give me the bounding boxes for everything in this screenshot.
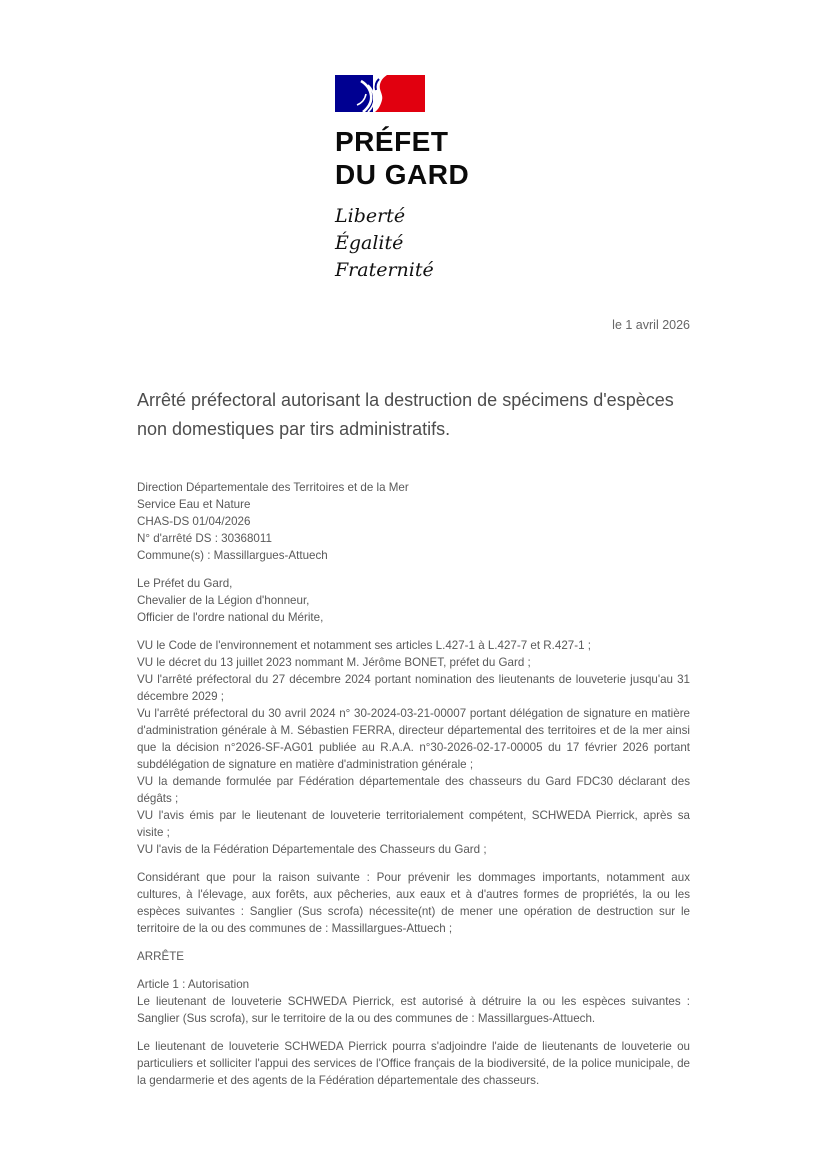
closing-paragraph: Le lieutenant de louveterie SCHWEDA Pierrick pourra s'adjoindre l'aide de lieutenants de louveterie ou particuliers et solliciter l'appui des services de l'Office français de la biodiversité, de la police municipale, de la gendarmerie et des agents de la Fédération départementale des chasseurs. <box>137 1040 690 1087</box>
authority-line-prefet: Le Préfet du Gard, <box>137 577 233 590</box>
reference-block <box>137 479 690 564</box>
arrete-heading-block <box>137 948 690 965</box>
prefet-line-1: PRÉFET <box>335 126 449 157</box>
authority-line-merite: Officier de l'ordre national du Mérite, <box>137 611 324 624</box>
prefet-wordmark <box>335 125 469 191</box>
reference-line-dossier: CHAS-DS 01/04/2026 <box>137 515 251 528</box>
motto-liberte: Liberté <box>335 205 406 227</box>
reference-line-numero-arrete: N° d'arrêté DS : 30368011 <box>137 532 272 545</box>
considerant-block <box>137 869 690 937</box>
visa-delegation-signature: Vu l'arrêté préfectoral du 30 avril 2024 n° 30-2024-03-21-00007 portant délégation de signature en matière d'administration générale à M. Sébastien FERRA, directeur départemental des territoires et de la mer ainsi que la décision n°2026-SF-AG01 publiée au R.A.A. n°30-2026-02-17-00005 du 17 février 2026 portant subdélégation de signature en matière d'administration générale ; <box>137 707 690 771</box>
visa-decret-nomination: VU le décret du 13 juillet 2023 nommant M. Jérôme BONET, préfet du Gard ; <box>137 656 531 669</box>
document-body <box>137 479 690 1100</box>
visa-avis-federation: VU l'avis de la Fédération Départementale des Chasseurs du Gard ; <box>137 843 487 856</box>
motto-egalite: Égalité <box>335 232 404 254</box>
visas-block <box>137 637 690 858</box>
republique-motto <box>335 203 469 284</box>
reference-line-direction: Direction Départementale des Territoires et de la Mer <box>137 481 409 494</box>
authority-block <box>137 575 690 626</box>
visa-avis-lieutenant: VU l'avis émis par le lieutenant de louveterie territorialement compétent, SCHWEDA Pierrick, après sa visite ; <box>137 809 690 839</box>
reference-line-communes: Commune(s) : Massillargues-Attuech <box>137 549 328 562</box>
visa-demande-fdc30: VU la demande formulée par Fédération départementale des chasseurs du Gard FDC30 déclarant des dégâts ; <box>137 775 690 805</box>
reference-line-service: Service Eau et Nature <box>137 498 251 511</box>
considerant-paragraph: Considérant que pour la raison suivante : Pour prévenir les dommages importants, notamment aux cultures, à l'élevage, aux forêts, aux pêcheries, aux eaux et à d'autres formes de propriétés, la ou les espèces suivantes : Sanglier (Sus scrofa) nécessite(nt) de mener une opération de destruction sur le territoire de la ou des communes de : Massillargues-Attuech ; <box>137 871 690 935</box>
authority-line-legion: Chevalier de la Légion d'honneur, <box>137 594 310 607</box>
closing-paragraph-block <box>137 1038 690 1089</box>
arrete-heading: ARRÊTE <box>137 950 185 963</box>
prefet-line-2: DU GARD <box>335 159 470 190</box>
visa-code-environnement: VU le Code de l'environnement et notamment ses articles L.427-1 à L.427-7 et R.427-1 ; <box>137 639 591 652</box>
french-flag-marianne-icon <box>335 75 425 112</box>
article-1-block <box>137 976 690 1027</box>
article-1-body: Le lieutenant de louveterie SCHWEDA Pierrick, est autorisé à détruire la ou les espèces suivantes : Sanglier (Sus scrofa), sur le territoire de la ou des communes de : Massillargues-Attuech. <box>137 995 690 1025</box>
document-title: Arrêté préfectoral autorisant la destruction de spécimens d'espèces non domestiques par tirs administratifs. <box>137 390 674 439</box>
motto-fraternite: Fraternité <box>335 259 434 281</box>
visa-arrete-louveterie: VU l'arrêté préfectoral du 27 décembre 2024 portant nomination des lieutenants de louveterie jusqu'au 31 décembre 2029 ; <box>137 673 690 703</box>
article-1-heading: Article 1 : Autorisation <box>137 978 250 991</box>
republique-francaise-logo <box>335 75 469 284</box>
document-date: le 1 avril 2026 <box>612 318 690 332</box>
